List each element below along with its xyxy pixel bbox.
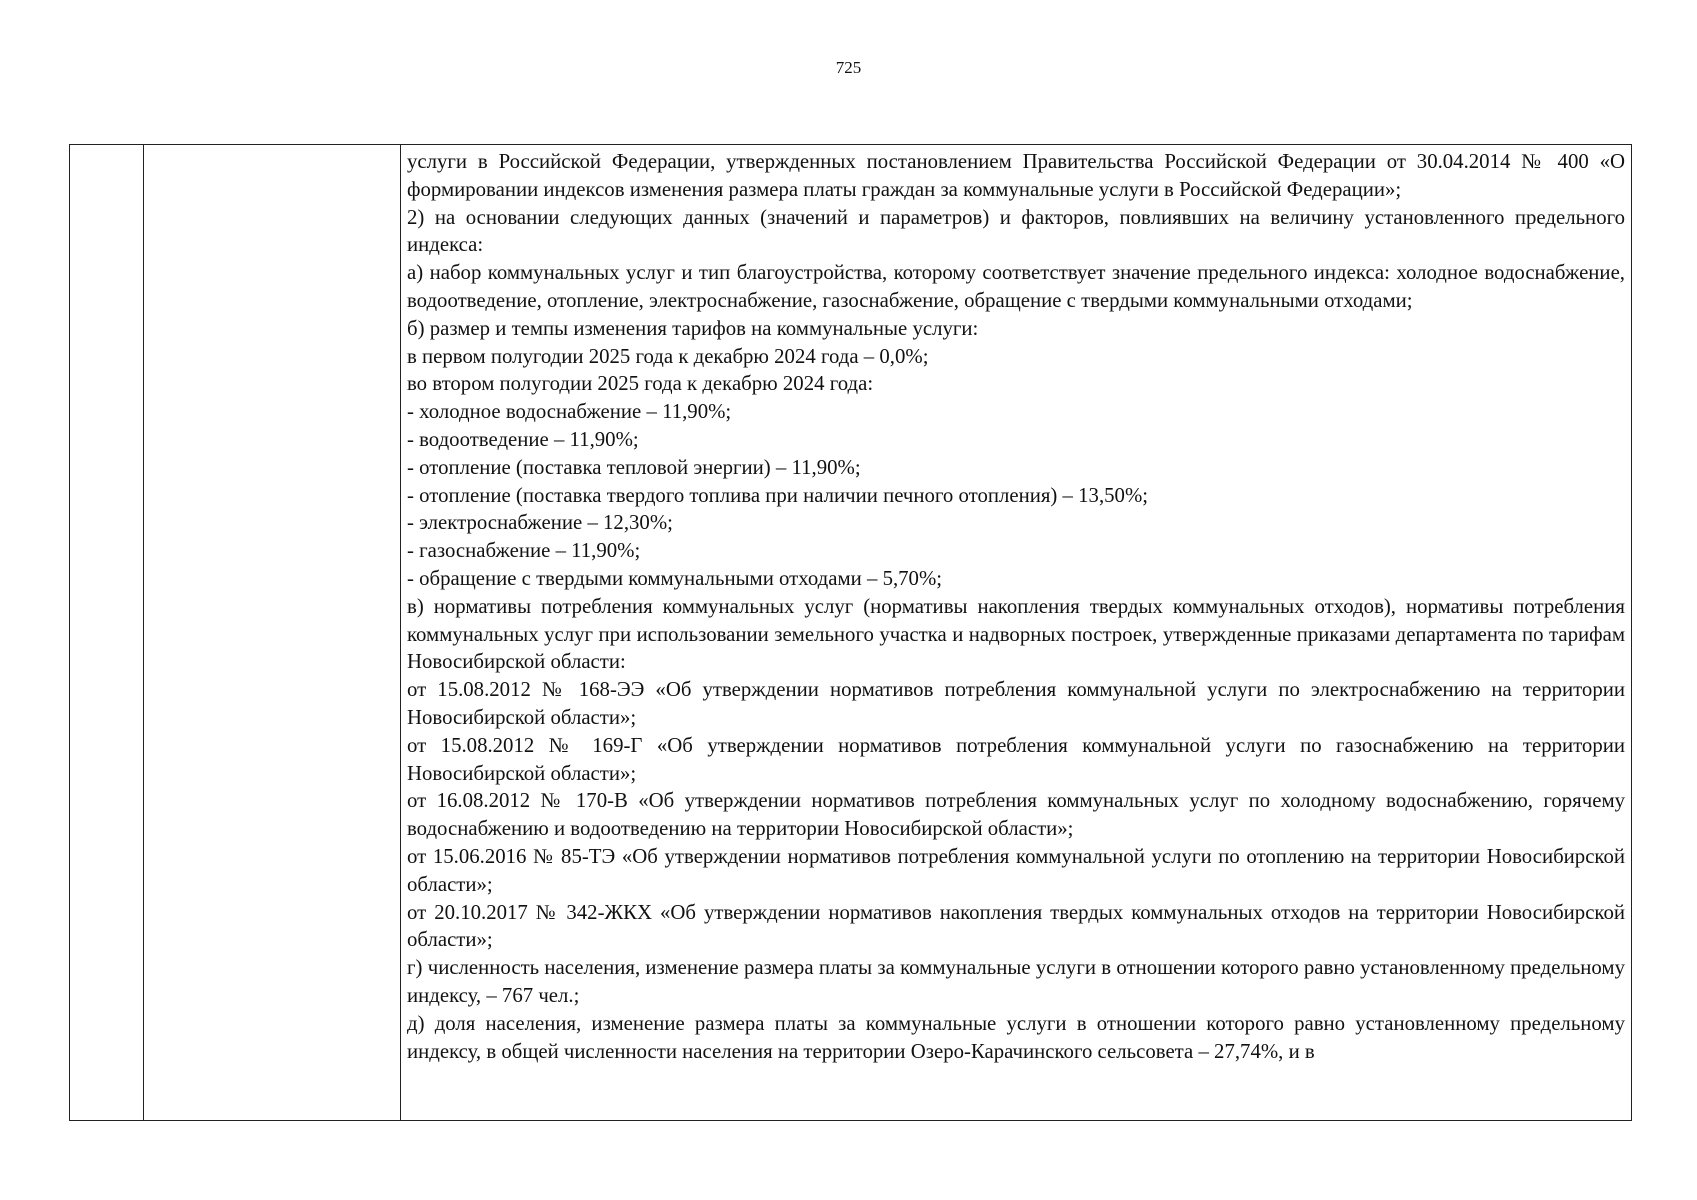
paragraph: г) численность населения, изменение размера платы за коммунальные услуги в отношении которого равно установленному предельному индексу, – 767 чел.;	[407, 956, 1625, 1007]
paragraph: д) доля населения, изменение размера платы за коммунальные услуги в отношении которого равно установленному предельному индексу, в общей численности населения на территории Озеро-Карачинского сельсовета – 27,74%, и в	[407, 1011, 1625, 1063]
paragraph: - холодное водоснабжение – 11,90%;	[407, 400, 732, 424]
paragraph: в первом полугодии 2025 года к декабрю 2024 года – 0,0%;	[407, 344, 929, 368]
paragraph: - газоснабжение – 11,90%;	[407, 539, 641, 563]
paragraph: 2) на основании следующих данных (значений и параметров) и факторов, повлиявших на величину установленного предельного индекса:	[407, 205, 1625, 257]
paragraph: в) нормативы потребления коммунальных услуг (нормативы накопления твердых коммунальных отходов), нормативы потребления коммунальных услуг при использовании земельного участка и надворных построек, утвержденные приказами департамента по тарифам Новосибирской области:	[407, 594, 1625, 674]
paragraph: от 15.08.2012 № 169-Г «Об утверждении нормативов потребления коммунальной услуги по газоснабжению на территории Новосибирской области»;	[407, 733, 1625, 785]
paragraph: б) размер и темпы изменения тарифов на коммунальные услуги:	[407, 316, 979, 340]
content-text	[401, 145, 1631, 1119]
paragraph: - электроснабжение – 12,30%;	[407, 511, 673, 535]
table-cell-subject	[144, 145, 401, 1121]
paragraph: от 16.08.2012 № 170-В «Об утверждении нормативов потребления коммунальных услуг по холодному водоснабжению, горячему водоснабжению и водоотведению на территории Новосибирской области»;	[407, 789, 1625, 841]
paragraph: а) набор коммунальных услуг и тип благоустройства, которому соответствует значение предельного индекса: холодное водоснабжение, водоотведение, отопление, электроснабжение, газоснабжение, обращение с твердыми коммунальными отходами;	[407, 261, 1625, 312]
paragraph: услуги в Российской Федерации, утвержденных постановлением Правительства Российской Федерации от 30.04.2014 № 400 «О формировании индексов изменения размера платы граждан за коммунальные услуги в Российской Федерации»;	[407, 150, 1625, 201]
table-cell-content	[401, 145, 1632, 1121]
table-cell-number	[70, 145, 144, 1121]
paragraph: - отопление (поставка твердого топлива при наличии печного отопления) – 13,50%;	[407, 483, 1149, 507]
document-table	[69, 144, 1632, 1121]
paragraph: - обращение с твердыми коммунальными отходами – 5,70%;	[407, 566, 943, 590]
paragraph: от 20.10.2017 № 342-ЖКХ «Об утверждении нормативов накопления твердых коммунальных отходов на территории Новосибирской области»;	[407, 900, 1625, 952]
paragraph: - отопление (поставка тепловой энергии) – 11,90%;	[407, 455, 861, 479]
paragraph: во втором полугодии 2025 года к декабрю 2024 года:	[407, 372, 874, 396]
paragraph: от 15.08.2012 № 168-ЭЭ «Об утверждении нормативов потребления коммунальной услуги по электроснабжению на территории Новосибирской области»;	[407, 678, 1625, 729]
table-row	[70, 145, 1632, 1121]
paragraph: от 15.06.2016 № 85-ТЭ «Об утверждении нормативов потребления коммунальной услуги по отоплению на территории Новосибирской области»;	[407, 844, 1625, 896]
page-number: 725	[835, 58, 862, 77]
paragraph: - водоотведение – 11,90%;	[407, 427, 639, 451]
